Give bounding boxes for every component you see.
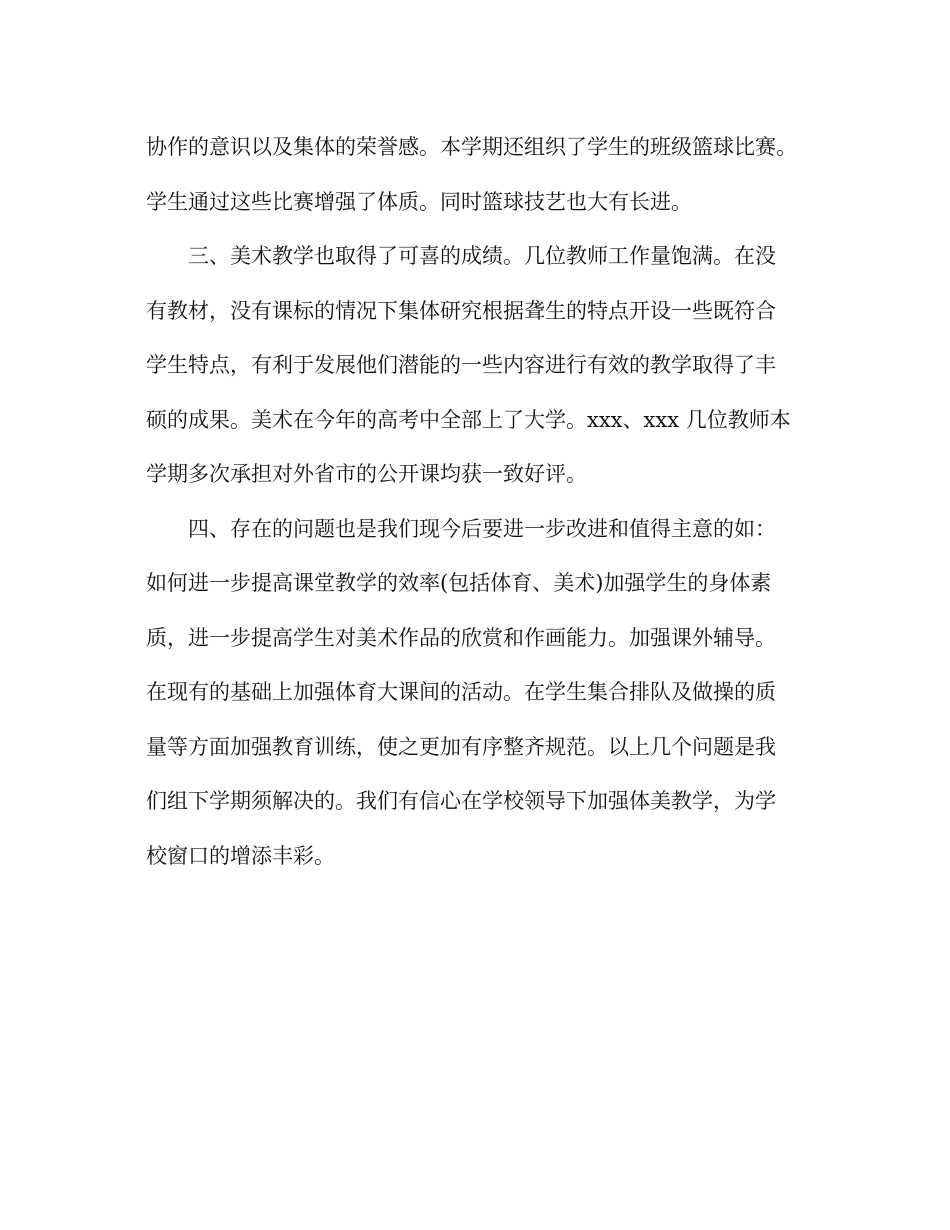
text-line: 质，进一步提高学生对美术作品的欣赏和作画能力。加强课外辅导。 — [146, 625, 776, 650]
paragraph-heading-line: 四、存在的问题也是我们现今后要进一步改进和值得主意的如： — [188, 516, 776, 541]
text-line: 硕的成果。美术在今年的高考中全部上了大学。xxx、xxx 几位教师本 — [146, 407, 791, 432]
text-line: 学期多次承担对外省市的公开课均获一致好评。 — [146, 462, 587, 486]
document-body — [146, 120, 816, 883]
text-line: 们组下学期须解决的。我们有信心在学校领导下加强体美教学，为学 — [146, 789, 776, 813]
text-line: 学生特点，有利于发展他们潜能的一些内容进行有效的教学取得了丰 — [146, 353, 776, 377]
text-line: 校窗口的增添丰彩。 — [146, 843, 335, 868]
text-line: 学生通过这些比赛增强了体质。同时篮球技艺也大有长进。 — [146, 189, 692, 214]
text-line: 量等方面加强教育训练，使之更加有序整齐规范。以上几个问题是我 — [146, 734, 776, 759]
text-line: 有教材，没有课标的情况下集体研究根据聋生的特点开设一些既符合 — [146, 298, 776, 323]
text-line: 如何进一步提高课堂教学的效率(包括体育、美术)加强学生的身体素 — [146, 571, 772, 595]
text-line: 协作的意识以及集体的荣誉感。本学期还组织了学生的班级篮球比赛。 — [146, 135, 797, 159]
text-line: 在现有的基础上加强体育大课间的活动。在学生集合排队及做操的质 — [146, 680, 776, 704]
paragraph-heading-line: 三、美术教学也取得了可喜的成绩。几位教师工作量饱满。在没 — [188, 244, 776, 268]
